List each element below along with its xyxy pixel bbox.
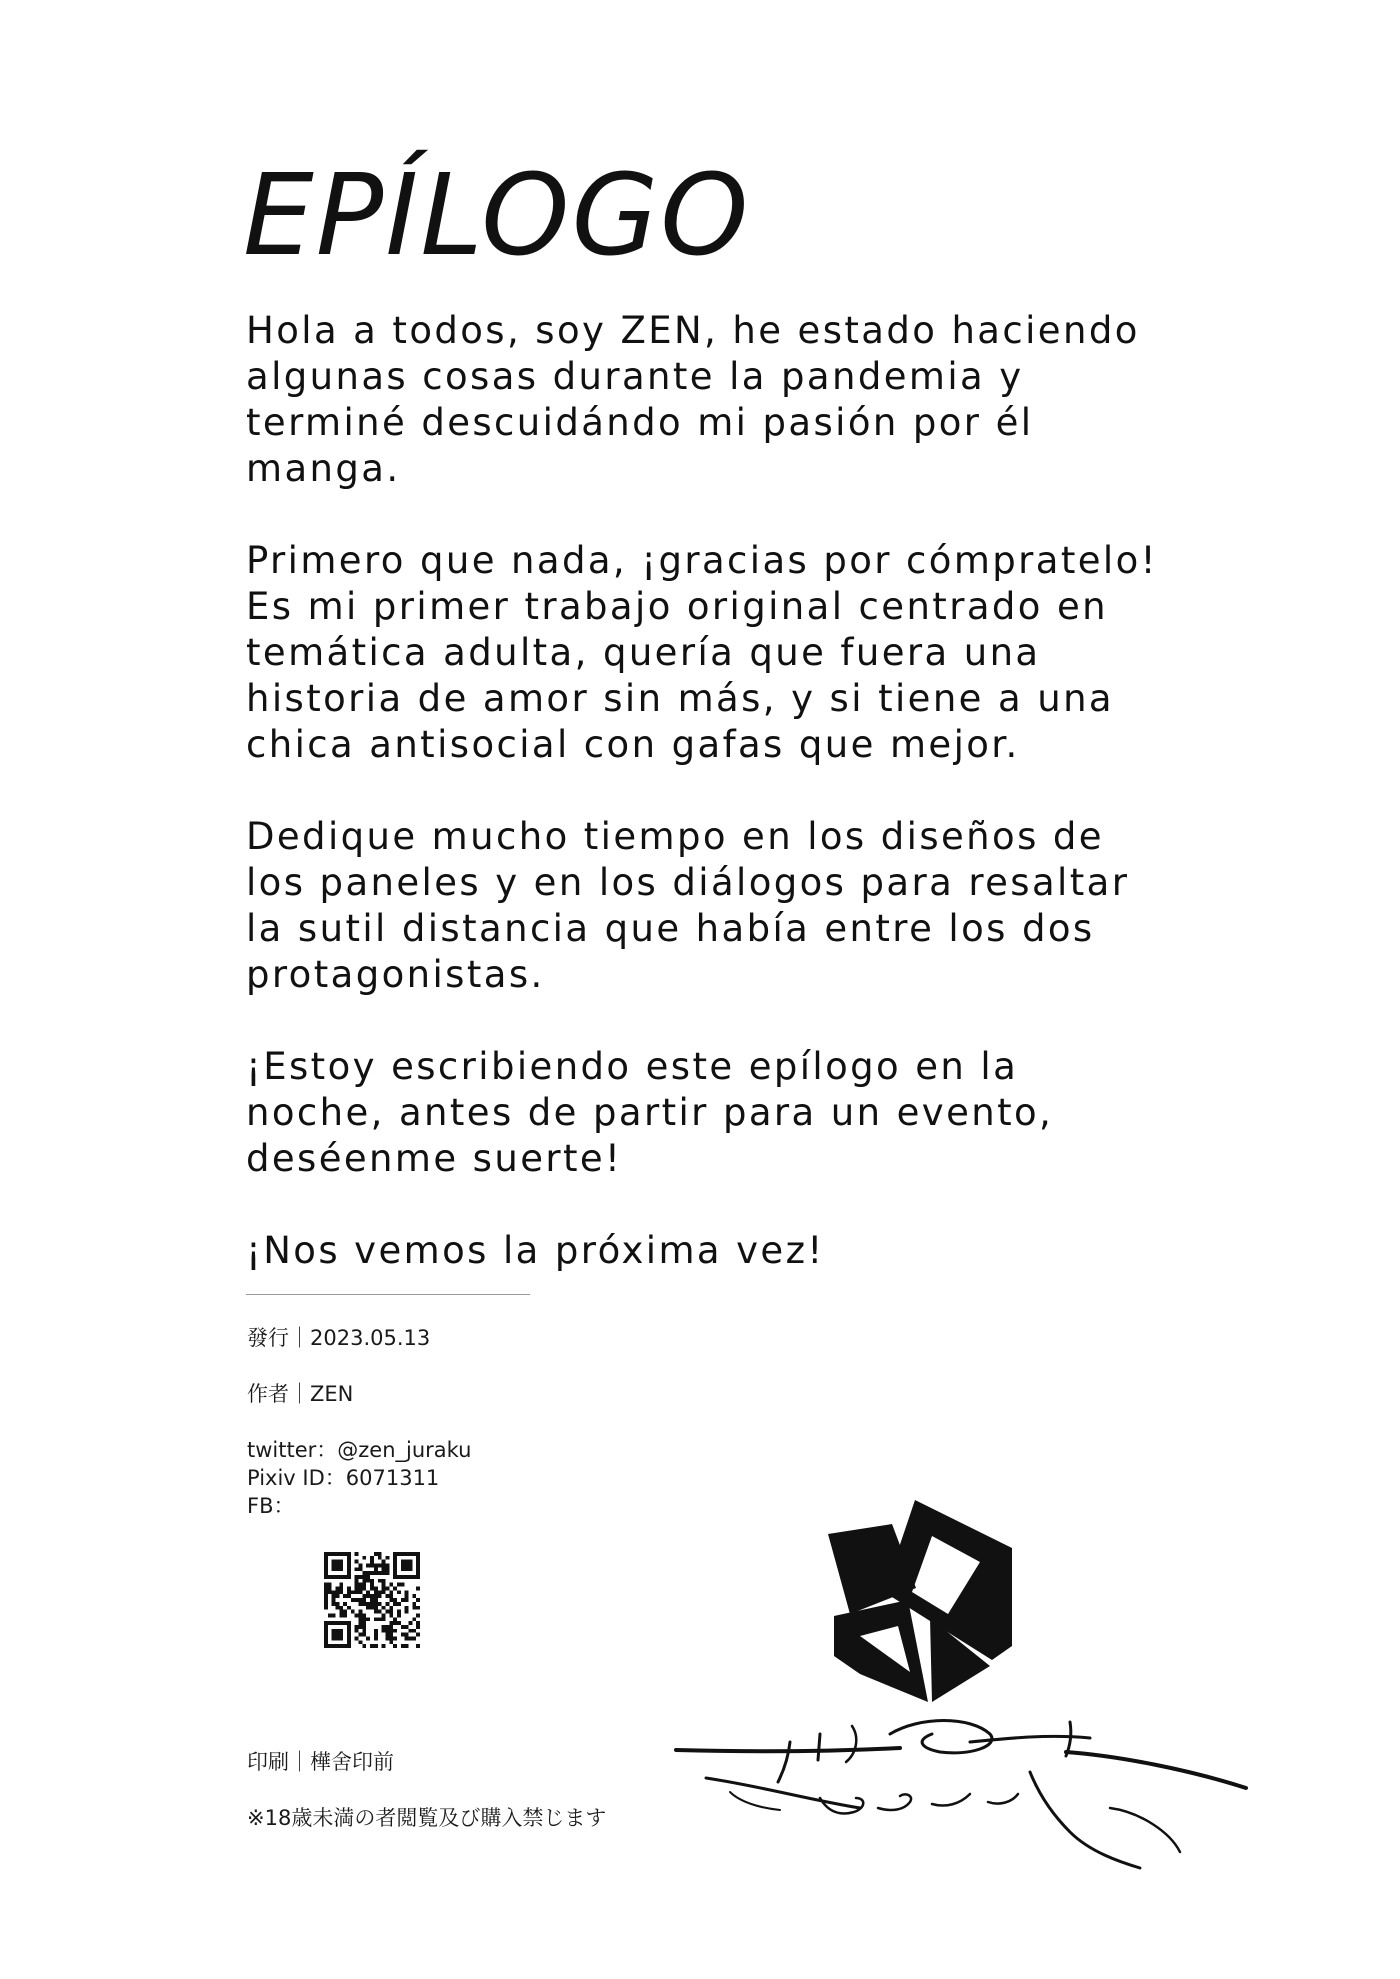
twitter-handle: twitter：@zen_juraku	[247, 1438, 472, 1462]
divider	[246, 1294, 530, 1295]
paragraph: Dedique mucho tiempo en los diseños de los paneles y en los diálogos para resaltar la sutil distancia que había entre los dos protagonistas.	[246, 815, 1130, 996]
circle-logo-icon	[820, 1496, 1020, 1706]
paragraph: ¡Nos vemos la próxima vez!	[246, 1229, 825, 1272]
facebook-label: FB：	[247, 1494, 295, 1518]
paragraph: ¡Estoy escribiendo este epílogo en la noche, antes de partir para un evento, deséenme suerte!	[246, 1045, 1054, 1180]
qr-code-icon	[324, 1552, 420, 1648]
paragraph: Hola a todos, soy ZEN, he estado haciendo algunas cosas durante la pandemia y terminé descuidándo mi pasión por él manga.	[246, 309, 1140, 490]
colophon	[247, 1324, 472, 1520]
page-title: EPÍLOGO	[243, 151, 751, 281]
epilogue-body	[246, 308, 1166, 1320]
paragraph: Primero que nada, ¡gracias por cómpratelo! Es mi primer trabajo original centrado en temática adulta, quería que fuera una historia de amor sin más, y si tiene a una chica antisocial con gafas que mejor.	[246, 539, 1158, 766]
age-notice: ※18歳未満の者閲覧及び購入禁じます	[247, 1806, 607, 1830]
author-credit: 作者｜ZEN	[247, 1382, 354, 1406]
published-date: 發行｜2023.05.13	[247, 1326, 431, 1350]
colophon-footer	[247, 1748, 606, 1860]
pixiv-id: Pixiv ID：6071311	[247, 1466, 440, 1490]
printer-credit: 印刷｜樺舍印前	[247, 1750, 394, 1774]
signature-icon	[670, 1712, 1250, 1872]
